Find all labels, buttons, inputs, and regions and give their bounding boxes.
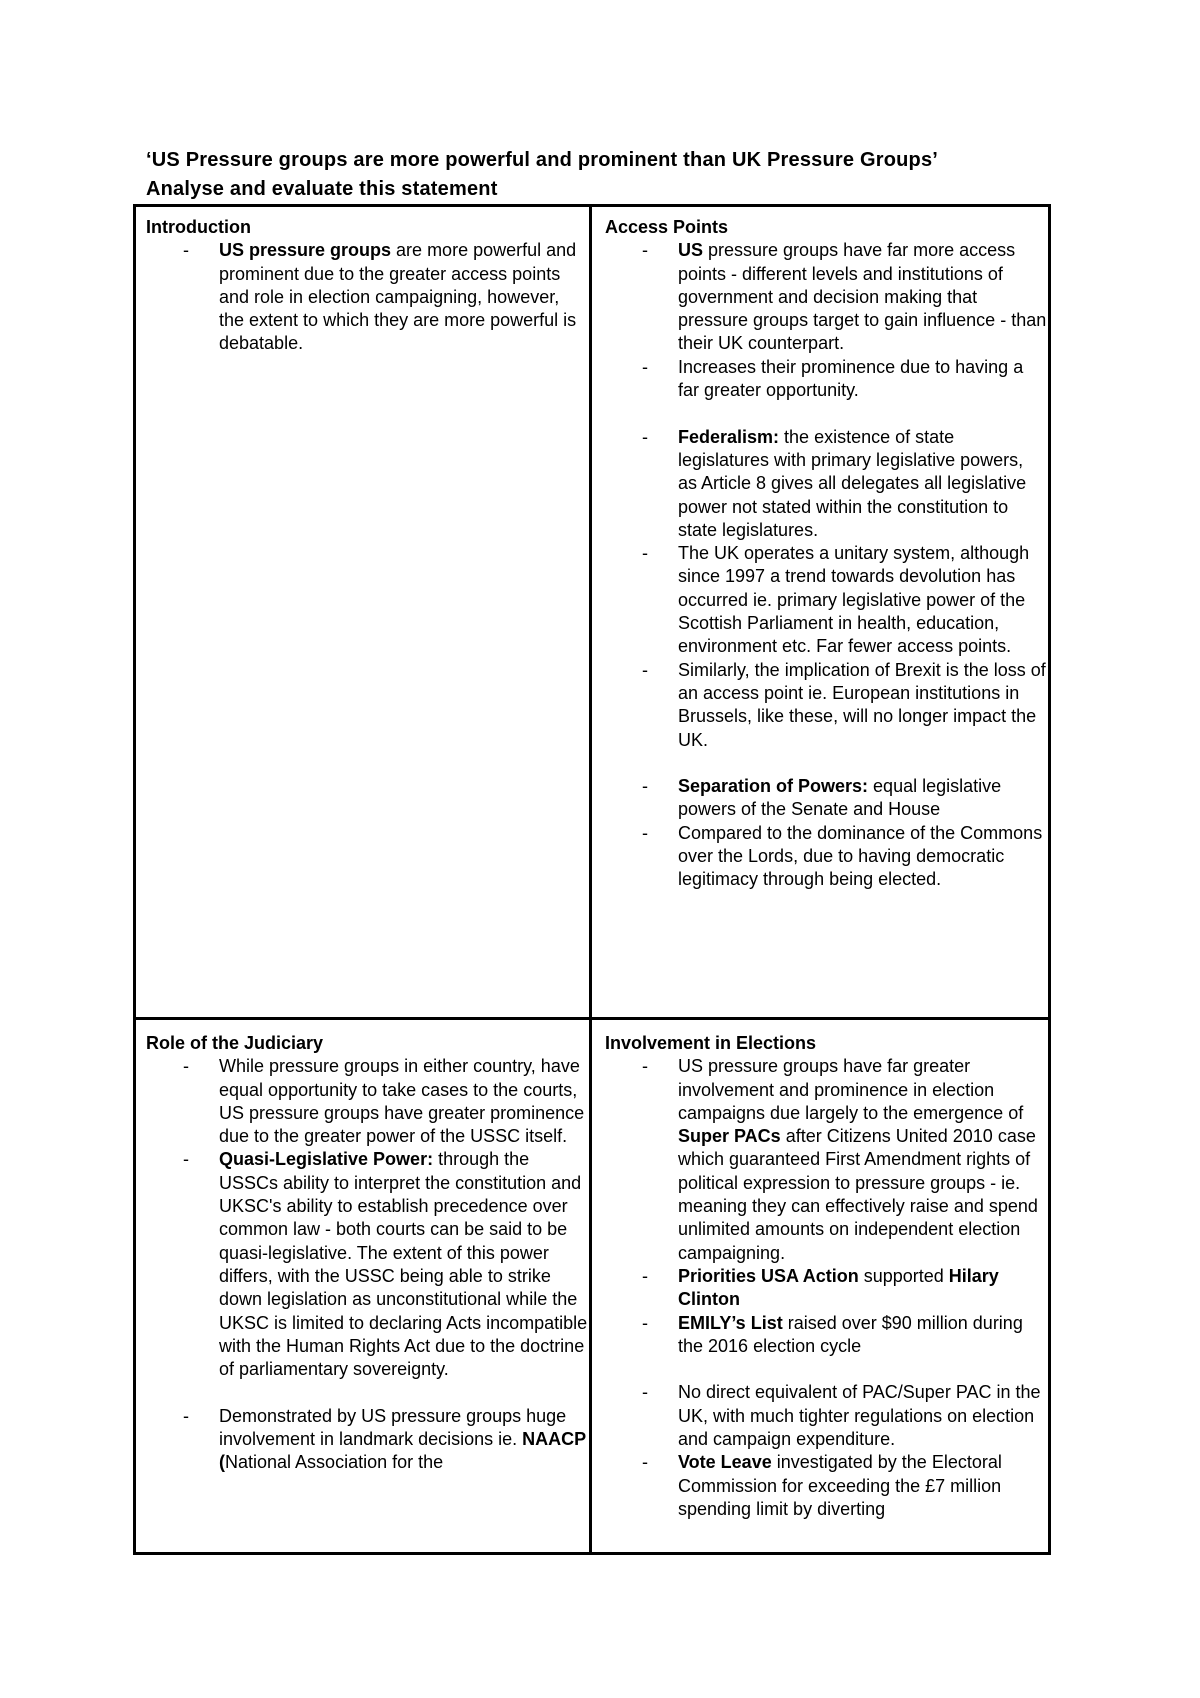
judiciary-heading: Role of the Judiciary [146, 1033, 324, 1053]
table-column-divider [589, 204, 592, 1555]
list-item: - Vote Leave investigated by the Electoral Commission for exceeding the £7 million spending limit by diverting [642, 1452, 1002, 1519]
title-line-2: Analyse and evaluate this statement [146, 178, 498, 200]
list-item: - US pressure groups have far more access points - different levels and institutions of government and decision making that pressure groups target to gain influence - than their UK counterpart. [642, 240, 1047, 354]
access-points-list [605, 239, 1047, 891]
list-item: - Increases their prominence due to having a far greater opportunity. [642, 356, 1024, 401]
elections-list [605, 1055, 1047, 1521]
list-item: - Quasi-Legislative Power: through the USSCs ability to interpret the constitution and UKSC's ability to establish precedence over common law - both courts can be said to be quasi-legislative. The extent of this power differs, with the USSC being able to strike down legislation as unconstitutional while the UKSC is limited to declaring Acts incompatible with the Human Rights Act due to the doctrine of parliamentary sovereignty. [183, 1149, 588, 1380]
table-row-divider [133, 1017, 1051, 1020]
list-item: - Compared to the dominance of the Commons over the Lords, due to having democratic legitimacy through being elected. [642, 822, 1043, 890]
list-item: - Federalism: the existence of state legislatures with primary legislative powers, as Article 8 gives all delegates all legislative power not stated within the constitution to state legislatures. [642, 426, 1027, 540]
list-item: - No direct equivalent of PAC/Super PAC in the UK, with much tighter regulations on election and campaign expenditure. [642, 1382, 1041, 1450]
cell-role-of-judiciary [146, 1032, 588, 1475]
list-item: - Priorities USA Action supported Hilary Clinton [642, 1265, 999, 1310]
cell-introduction [146, 216, 588, 356]
title-line-1: ‘US Pressure groups are more powerful and prominent than UK Pressure Groups’ [146, 149, 939, 171]
access-points-heading: Access Points [605, 217, 729, 237]
cell-involvement-in-elections [605, 1032, 1047, 1521]
list-item: - Demonstrated by US pressure groups huge involvement in landmark decisions ie. NAACP (National Association for the [183, 1405, 586, 1473]
cell-access-points [605, 216, 1047, 892]
elections-heading: Involvement in Elections [605, 1033, 817, 1053]
judiciary-list [146, 1055, 588, 1474]
list-item: - US pressure groups have far greater involvement and prominence in election campaigns due largely to the emergence of Super PACs after Citizens United 2010 case which guaranteed First Amendment rights of political expression to pressure groups - ie. meaning they can effectively raise and spend unlimited amounts on independent election campaigning. [642, 1056, 1038, 1263]
list-item: - Similarly, the implication of Brexit is the loss of an access point ie. European institutions in Brussels, like these, will no longer impact the UK. [642, 659, 1046, 750]
introduction-heading: Introduction [146, 217, 251, 237]
document-title [146, 146, 1106, 204]
list-item: - The UK operates a unitary system, although since 1997 a trend towards devolution has occurred ie. primary legislative power of the Scottish Parliament in health, education, environment etc. Far fewer access points. [642, 543, 1030, 657]
introduction-list [146, 239, 588, 355]
list-item: - US pressure groups are more powerful and prominent due to the greater access points and role in election campaigning, however, the extent to which they are more powerful is debatable. [183, 240, 577, 354]
list-item: - While pressure groups in either country, have equal opportunity to take cases to the courts, US pressure groups have greater prominence due to the greater power of the USSC itself. [183, 1056, 585, 1147]
list-item: - EMILY’s List raised over $90 million during the 2016 election cycle [642, 1312, 1023, 1356]
list-item: - Separation of Powers: equal legislative powers of the Senate and House [642, 776, 1002, 820]
